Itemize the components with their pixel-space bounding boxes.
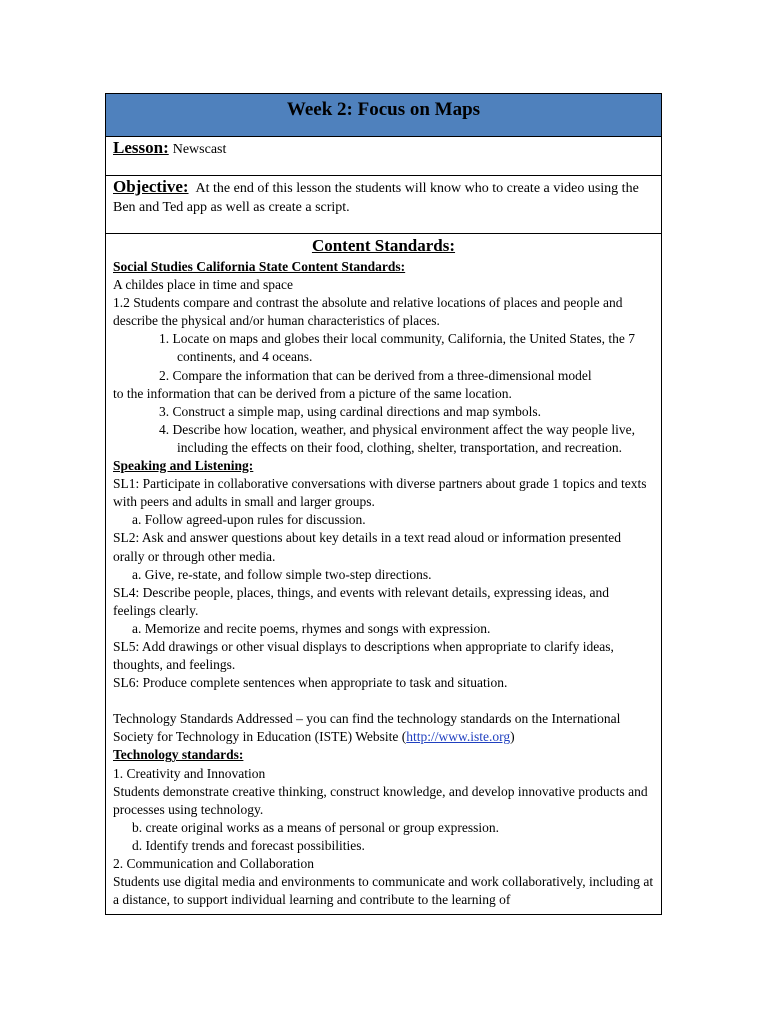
objective-label: Objective:	[113, 177, 189, 196]
content-standards-row	[106, 234, 661, 914]
lesson-label: Lesson:	[113, 138, 169, 157]
objective-text: At the end of this lesson the students will know who to create a video using the Ben and Ted app as well as create a script.	[113, 181, 639, 215]
technology-addressed	[113, 710, 654, 746]
tech-standard-1b: b. create original works as a means of personal or group expression.	[132, 819, 500, 835]
social-studies-heading: Social Studies California State Content Standards:	[113, 259, 406, 274]
sl1a-text: a. Follow agreed-upon rules for discussion.	[132, 512, 366, 528]
tech-standard-1d: d. Identify trends and forecast possibilities.	[132, 837, 365, 853]
content-standards-heading: Content Standards:	[311, 236, 456, 255]
sl5-text: SL5: Add drawings or other visual displays to descriptions when appropriate to clarify ideas, thoughts, and feelings.	[113, 638, 614, 673]
page-title: Week 2: Focus on Maps	[286, 99, 481, 120]
social-studies-item-2b: to the information that can be derived from a picture of the same location.	[113, 385, 512, 401]
tech-standard-2-desc: Students use digital media and environments to communicate and work collaboratively, including at a distance, to support individual learning and contribute to the learning of	[113, 874, 654, 908]
lesson-value: Newscast	[172, 142, 227, 157]
social-studies-item-4: 4. Describe how location, weather, and physical environment affect the way people live, including the effects on their food, clothing, shelter, transportation, and recreation.	[159, 421, 636, 455]
sl4a-text: a. Memorize and recite poems, rhymes and songs with expression.	[132, 620, 491, 636]
tech-standard-1: 1. Creativity and Innovation	[113, 765, 266, 781]
sl2-text: SL2: Ask and answer questions about key details in a text read aloud or information presented orally or through other media.	[113, 530, 622, 564]
social-studies-intro: A childes place in time and space	[113, 277, 293, 293]
sl4-text: SL4: Describe people, places, things, and events with relevant details, expressing ideas, and feelings clearly.	[113, 584, 609, 618]
sl6-text: SL6: Produce complete sentences when appropriate to task and situation.	[113, 675, 508, 691]
iste-link[interactable]: http://www.iste.org	[406, 729, 511, 745]
tech-standard-2: 2. Communication and Collaboration	[113, 856, 314, 871]
sl2a-text: a. Give, re-state, and follow simple two-step directions.	[132, 566, 432, 582]
social-studies-standard: 1.2 Students compare and contrast the absolute and relative locations of places and people and describe the physical and/or human characteristics of places.	[113, 295, 623, 329]
social-studies-item-1: 1. Locate on maps and globes their local community, California, the United States, the 7 continents, and 4 oceans.	[159, 331, 636, 365]
speaking-listening-heading: Speaking and Listening:	[113, 458, 254, 474]
objective-row	[106, 176, 661, 234]
technology-addressed-text: Technology Standards Addressed – you can find the technology standards on the International Society for Technology in Education (ISTE) Website (	[113, 711, 621, 745]
title-row	[106, 94, 661, 137]
spacer	[113, 692, 654, 710]
tech-standard-1-desc: Students demonstrate creative thinking, construct knowledge, and develop innovative products and processes using technology.	[113, 783, 648, 817]
lesson-row	[106, 137, 661, 176]
technology-standards-heading: Technology standards:	[113, 747, 244, 763]
sl1-text: SL1: Participate in collaborative conversations with diverse partners about grade 1 topics and texts with peers and adults in small and larger groups.	[113, 476, 647, 510]
social-studies-item-3: 3. Construct a simple map, using cardinal directions and map symbols.	[159, 403, 542, 419]
social-studies-item-2a: 2. Compare the information that can be derived from a three-dimensional model	[159, 367, 592, 383]
technology-addressed-end: )	[510, 729, 515, 745]
lesson-plan-table	[105, 93, 662, 915]
